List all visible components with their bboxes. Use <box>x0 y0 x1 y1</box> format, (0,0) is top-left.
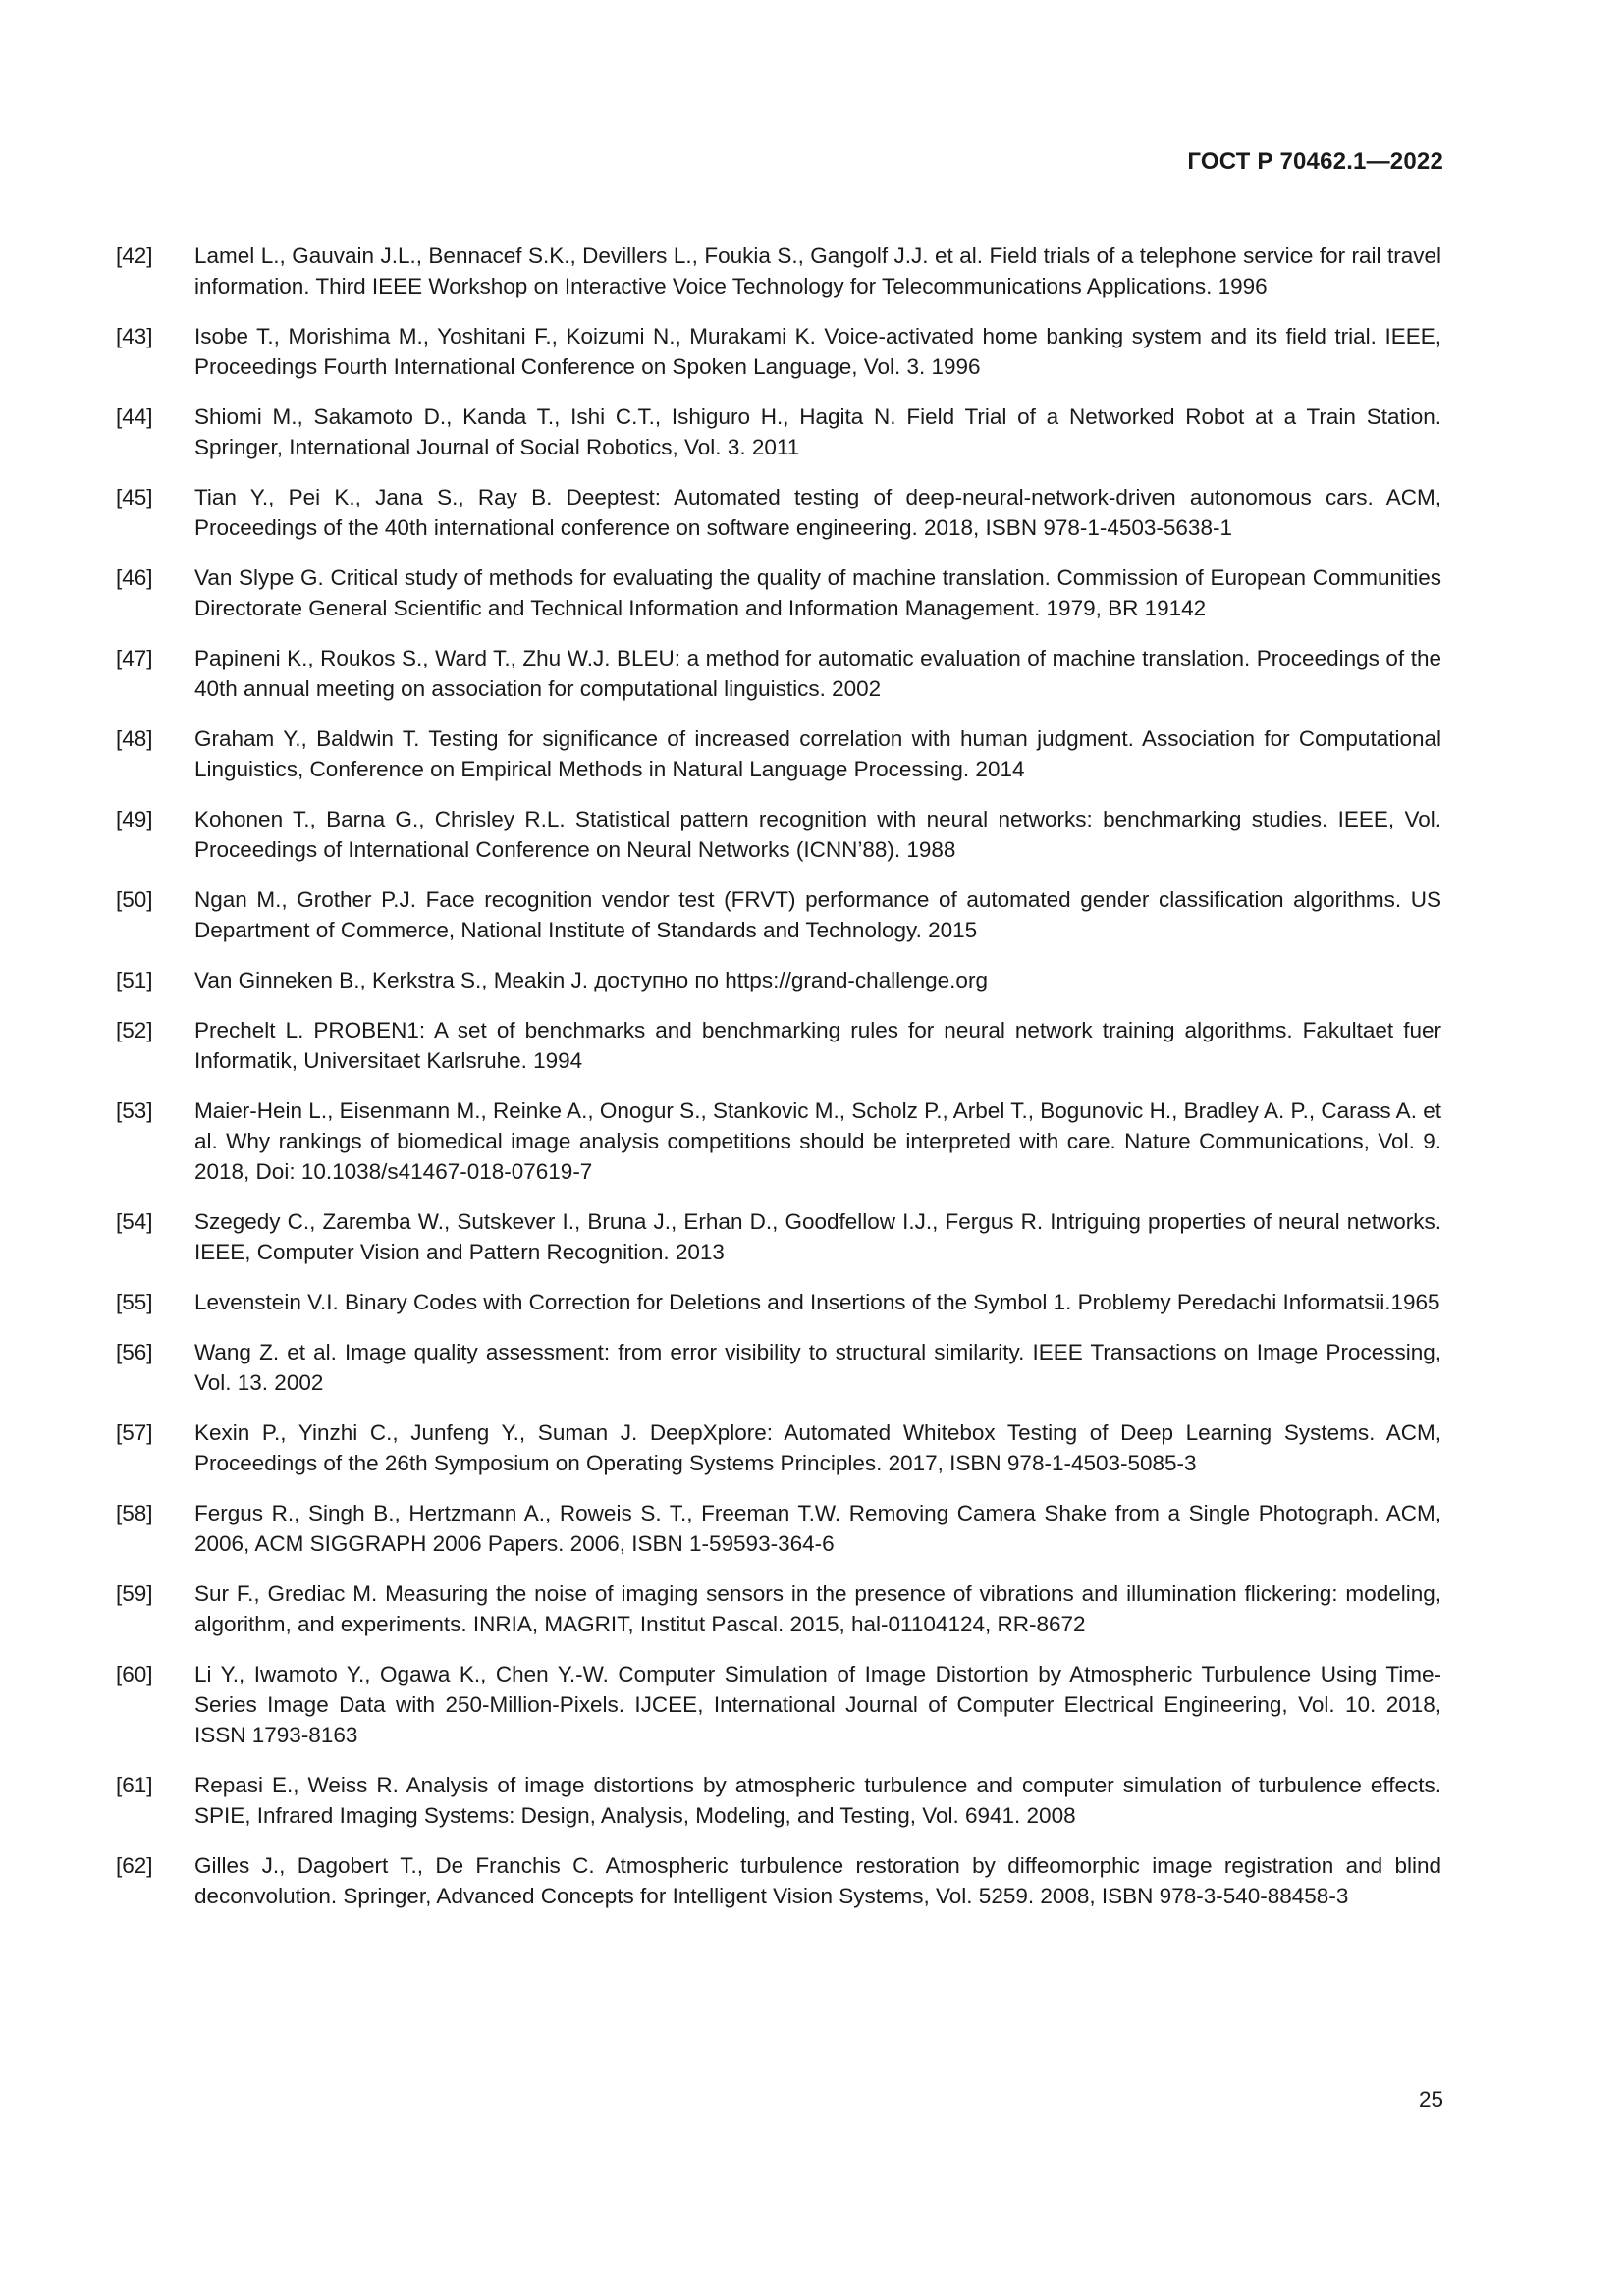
bibliography-list <box>116 240 1441 1931</box>
reference-number: [58] <box>116 1501 153 1525</box>
reference-60 <box>116 1659 1441 1750</box>
reference-59 <box>116 1578 1441 1639</box>
reference-61 <box>116 1770 1441 1831</box>
reference-text: Levenstein V.I. Binary Codes with Correction for Deletions and Insertions of the Symbol 1. Problemy Peredachi Informatsii.1965 <box>194 1290 1440 1314</box>
reference-56 <box>116 1337 1441 1398</box>
reference-number: [49] <box>116 807 153 831</box>
reference-number: [56] <box>116 1340 153 1364</box>
reference-number: [55] <box>116 1290 153 1314</box>
reference-49 <box>116 804 1441 865</box>
reference-62 <box>116 1850 1441 1911</box>
reference-number: [59] <box>116 1581 153 1606</box>
reference-text: Shiomi M., Sakamoto D., Kanda T., Ishi C.T., Ishiguro H., Hagita N. Field Trial of a Networked Robot at a Train Station. Springer, International Journal of Social Robotics, Vol. 3. 2011 <box>194 404 1441 459</box>
reference-text: Prechelt L. PROBEN1: A set of benchmarks and benchmarking rules for neural network training algorithms. Fakultaet fuer Informatik, Universitaet Karlsruhe. 1994 <box>194 1018 1441 1073</box>
reference-52 <box>116 1015 1441 1076</box>
reference-number: [62] <box>116 1853 153 1878</box>
reference-text: Gilles J., Dagobert T., De Franchis C. Atmospheric turbulence restoration by diffeomorphic image registration and blind deconvolution. Springer, Advanced Concepts for Intelligent Vision Systems, Vol. 5259. 2008, ISBN 978-3-540-88458-3 <box>194 1853 1441 1908</box>
reference-number: [45] <box>116 485 153 509</box>
reference-number: [43] <box>116 324 153 348</box>
reference-number: [54] <box>116 1209 153 1234</box>
reference-43 <box>116 321 1441 382</box>
reference-text: Szegedy C., Zaremba W., Sutskever I., Bruna J., Erhan D., Goodfellow I.J., Fergus R. Intriguing properties of neural networks. IEEE, Computer Vision and Pattern Recognition. 2013 <box>194 1209 1441 1264</box>
reference-text: Tian Y., Pei K., Jana S., Ray B. Deeptest: Automated testing of deep-neural-network-driven autonomous cars. ACM, Proceedings of the 40th international conference on software engineering. 2018, ISBN 978-1-4503-5638-1 <box>194 485 1441 540</box>
reference-44 <box>116 401 1441 462</box>
reference-text: Isobe T., Morishima M., Yoshitani F., Koizumi N., Murakami K. Voice-activated home banking system and its field trial. IEEE, Proceedings Fourth International Conference on Spoken Language, Vol. 3. 1996 <box>194 324 1441 379</box>
reference-53 <box>116 1095 1441 1187</box>
document-header: ГОСТ Р 70462.1—2022 <box>1187 148 1443 175</box>
page-number: 25 <box>1418 2087 1443 2111</box>
reference-57 <box>116 1417 1441 1478</box>
reference-text: Wang Z. et al. Image quality assessment: from error visibility to structural similarity. IEEE Transactions on Image Processing, Vol. 13. 2002 <box>194 1340 1441 1395</box>
reference-number: [44] <box>116 404 153 429</box>
reference-text: Repasi E., Weiss R. Analysis of image distortions by atmospheric turbulence and computer simulation of turbulence effects. SPIE, Infrared Imaging Systems: Design, Analysis, Modeling, and Testing, Vol. 6941. 2008 <box>194 1773 1441 1828</box>
reference-48 <box>116 723 1441 784</box>
reference-number: [61] <box>116 1773 153 1797</box>
reference-55 <box>116 1287 1441 1317</box>
reference-42 <box>116 240 1441 301</box>
reference-text: Papineni K., Roukos S., Ward T., Zhu W.J. BLEU: a method for automatic evaluation of machine translation. Proceedings of the 40th annual meeting on association for computational linguistics. 2002 <box>194 646 1441 701</box>
reference-text: Ngan M., Grother P.J. Face recognition vendor test (FRVT) performance of automated gender classification algorithms. US Department of Commerce, National Institute of Standards and Technology. 2015 <box>194 887 1441 942</box>
reference-text: Maier-Hein L., Eisenmann M., Reinke A., Onogur S., Stankovic M., Scholz P., Arbel T., Bogunovic H., Bradley A. P., Carass A. et al. Why rankings of biomedical image analysis competitions should be interpreted with care. Nature Communications, Vol. 9. 2018, Doi: 10.1038/s41467-018-07619-7 <box>194 1098 1441 1184</box>
reference-number: [51] <box>116 968 153 992</box>
reference-number: [50] <box>116 887 153 912</box>
reference-51 <box>116 965 1441 995</box>
reference-number: [48] <box>116 726 153 751</box>
reference-58 <box>116 1498 1441 1559</box>
reference-number: [47] <box>116 646 153 670</box>
reference-text: Lamel L., Gauvain J.L., Bennacef S.K., Devillers L., Foukia S., Gangolf J.J. et al. Field trials of a telephone service for rail travel information. Third IEEE Workshop on Interactive Voice Technology for Telecommunications Applications. 1996 <box>194 243 1441 298</box>
reference-54 <box>116 1206 1441 1267</box>
reference-text: Van Slype G. Critical study of methods for evaluating the quality of machine translation. Commission of European Communities Directorate General Scientific and Technical Information and Information Management. 1979, BR 19142 <box>194 565 1441 620</box>
reference-text: Fergus R., Singh B., Hertzmann A., Roweis S. T., Freeman T.W. Removing Camera Shake from a Single Photograph. ACM, 2006, ACM SIGGRAPH 2006 Papers. 2006, ISBN 1-59593-364-6 <box>194 1501 1441 1556</box>
reference-text: Van Ginneken B., Kerkstra S., Meakin J. доступно по https://grand-challenge.org <box>194 968 988 992</box>
reference-number: [57] <box>116 1420 153 1445</box>
reference-number: [53] <box>116 1098 153 1123</box>
reference-46 <box>116 562 1441 623</box>
reference-50 <box>116 884 1441 945</box>
reference-text: Li Y., Iwamoto Y., Ogawa K., Chen Y.-W. Computer Simulation of Image Distortion by Atmospheric Turbulence Using Time-Series Image Data with 250-Million-Pixels. IJCEE, International Journal of Computer Electrical Engineering, Vol. 10. 2018, ISSN 1793-8163 <box>194 1662 1441 1747</box>
reference-45 <box>116 482 1441 543</box>
reference-number: [60] <box>116 1662 153 1686</box>
reference-text: Kohonen T., Barna G., Chrisley R.L. Statistical pattern recognition with neural networks: benchmarking studies. IEEE, Vol. Proceedings of International Conference on Neural Networks (ICNN’88). 1988 <box>194 807 1441 862</box>
reference-number: [46] <box>116 565 153 590</box>
reference-number: [42] <box>116 243 153 268</box>
reference-text: Sur F., Grediac M. Measuring the noise of imaging sensors in the presence of vibrations and illumination flickering: modeling, algorithm, and experiments. INRIA, MAGRIT, Institut Pascal. 2015, hal-01104124, RR-8672 <box>194 1581 1441 1636</box>
reference-text: Graham Y., Baldwin T. Testing for significance of increased correlation with human judgment. Association for Computational Linguistics, Conference on Empirical Methods in Natural Language Processing. 2014 <box>194 726 1441 781</box>
reference-text: Kexin P., Yinzhi C., Junfeng Y., Suman J. DeepXplore: Automated Whitebox Testing of Deep Learning Systems. ACM, Proceedings of the 26th Symposium on Operating Systems Principles. 2017, ISBN 978-1-4503-5085-3 <box>194 1420 1441 1475</box>
reference-47 <box>116 643 1441 704</box>
reference-number: [52] <box>116 1018 153 1042</box>
